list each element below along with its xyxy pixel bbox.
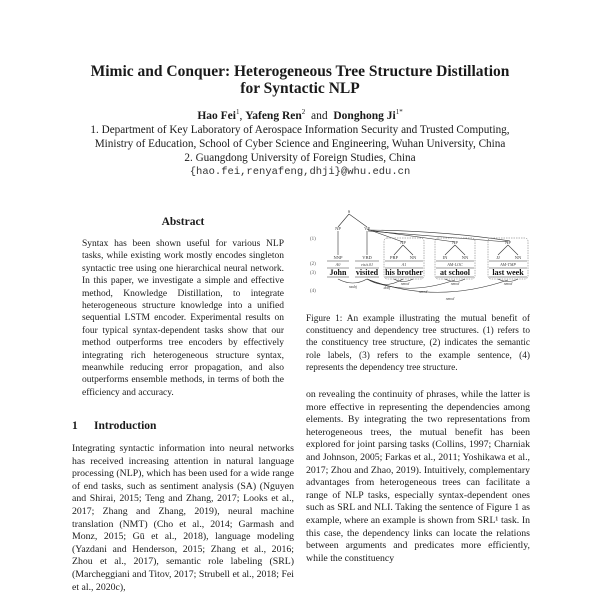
svg-text:visit.01: visit.01 [360, 262, 374, 267]
right-column-text: on revealing the continuity of phrases, while the latter is more effective in representing the dependencies among elements. By integrating the two representations from heterogeneous trees, the mutual benefit has been explored for joint parsing tasks (Collins, 1997; Charniak and Johnson, 2005; Farkas et al., 2011; Yoshikawa et al., 2017; Zhou and Zhao, 2019). Intuitively, complementary advantages from heterogeneous trees can facilitate a range of NLP tasks, especially syntax-dependent ones such as SRL and NLI. Taking the sentence of Figure 1 as example, where an example is shown from SRL¹ task. In this case, the dependency links can locate the relations between arguments and predicates more efficiently, while the constituency [306, 389, 530, 564]
svg-text:nsubj: nsubj [348, 285, 358, 289]
author-separator: , [239, 110, 246, 122]
svg-text:NP: NP [452, 240, 458, 245]
introduction-text: Integrating syntactic information into neural networks has received increasing attention in natural language processing (NLP), which has been used for a wide range of end tasks, such as sentiment analysis (SA) (Nguyen and Shirai, 2015; Teng and Zhang, 2017; Looks et al., 2017; Zhang and Zhang, 2019), neural machine translation (NMT) (Cho et al., 2014; Garmash and Monz, 2015; Gū et al., 2018), language modeling (Yazdani and Henderson, 2015; Zhang et al., 2016; Zhou et al., 2017), semantic role labeling (SRL) (Marcheggiani and Titov, 2017; Strubell et al., 2018; Fei et al., 2020c), [72, 443, 294, 593]
author-name: Donghong Ji [333, 110, 396, 122]
svg-text:AM-LOC: AM-LOC [447, 262, 463, 267]
affiliation-line: Ministry of Education, School of Cyber Science and Engineering, Wuhan University, China [94, 138, 506, 150]
paper-title-line1: Mimic and Conquer: Heterogeneous Tree Structure Distillation [90, 63, 510, 80]
svg-text:AM-TMP: AM-TMP [500, 262, 516, 267]
paper-title-line2: for Syntactic NLP [240, 80, 360, 97]
svg-text:at school: at school [440, 268, 470, 277]
svg-text:visited: visited [355, 268, 379, 277]
affiliation-line: 1. Department of Key Laboratory of Aerospace Information Security and Trusted Computing, [90, 124, 510, 136]
svg-text:nmod: nmod [450, 282, 460, 286]
svg-text:last week: last week [492, 268, 524, 277]
svg-text:VP: VP [364, 226, 370, 231]
svg-text:his brother: his brother [385, 268, 423, 277]
svg-text:A1: A1 [401, 262, 407, 267]
figure-1 [305, 205, 533, 305]
author-affil-mark: 2 [301, 108, 306, 117]
figure-1-caption: Figure 1: An example illustrating the mutual benefit of constituency and dependency tree structures. (1) refers to the constituency tree structure, (2) indicates the semantic role labels, (3) refers to the example sentence, (4) represents the dependency tree structure. [306, 314, 530, 373]
svg-text:NN: NN [409, 255, 417, 260]
author-list [0, 110, 600, 123]
author-separator: and [311, 110, 328, 122]
author-affil-mark: 1* [395, 108, 403, 117]
author-email: {hao.fei,renyafeng,dhji}@whu.edu.cn [189, 166, 411, 178]
svg-text:NP: NP [335, 226, 341, 231]
svg-text:NN: NN [461, 255, 469, 260]
section-number: 1 [72, 420, 78, 432]
author-name: Yafeng Ren [245, 110, 302, 122]
svg-text:(2): (2) [310, 262, 316, 267]
author-affil-mark: 1 [235, 108, 240, 117]
abstract-text: Syntax has been shown useful for various NLP tasks, while existing work mostly encodes singleton syntactic tree using one hierarchical neural network. In this paper, we investigate a simple and effective method, Knowledge Distillation, to integrate heterogeneous structure knowledge into a unified sequential LSTM encoder. Experimental results on four typical syntax-dependent tasks show that our method outperforms tree encoders by effectively integrating rich heterogeneous structure syntax, meanwhile reducing error propagation, and also outperforms ensemble methods, in terms of both the efficiency and accuracy. [82, 239, 284, 398]
svg-text:nmod: nmod [445, 297, 455, 301]
svg-text:(4): (4) [310, 289, 316, 294]
abstract-heading: Abstract [161, 216, 205, 228]
svg-text:(1): (1) [310, 237, 316, 242]
author-name: Hao Fei [197, 110, 236, 122]
svg-text:NP: NP [400, 240, 406, 245]
svg-text:PRP: PRP [389, 255, 399, 260]
svg-text:NNP: NNP [333, 255, 343, 260]
svg-text:nmod: nmod [418, 290, 428, 294]
svg-text:IN: IN [442, 255, 448, 260]
svg-text:NP: NP [505, 240, 511, 245]
svg-text:(3): (3) [310, 271, 316, 276]
section-heading-introduction [72, 420, 294, 432]
svg-text:John: John [329, 268, 347, 277]
svg-text:VBD: VBD [362, 255, 372, 260]
svg-text:nmod: nmod [400, 282, 410, 286]
section-title: Introduction [94, 420, 157, 432]
svg-text:dobj: dobj [383, 286, 391, 290]
svg-text:NN: NN [514, 255, 522, 260]
svg-text:A0: A0 [335, 262, 341, 267]
affiliation-line: 2. Guangdong University of Foreign Studies, China [184, 152, 416, 164]
figure-1-diagram [305, 205, 533, 305]
svg-text:S: S [347, 209, 351, 214]
row-labels [310, 237, 316, 294]
svg-text:nmod: nmod [503, 282, 513, 286]
svg-text:JJ: JJ [496, 255, 500, 260]
